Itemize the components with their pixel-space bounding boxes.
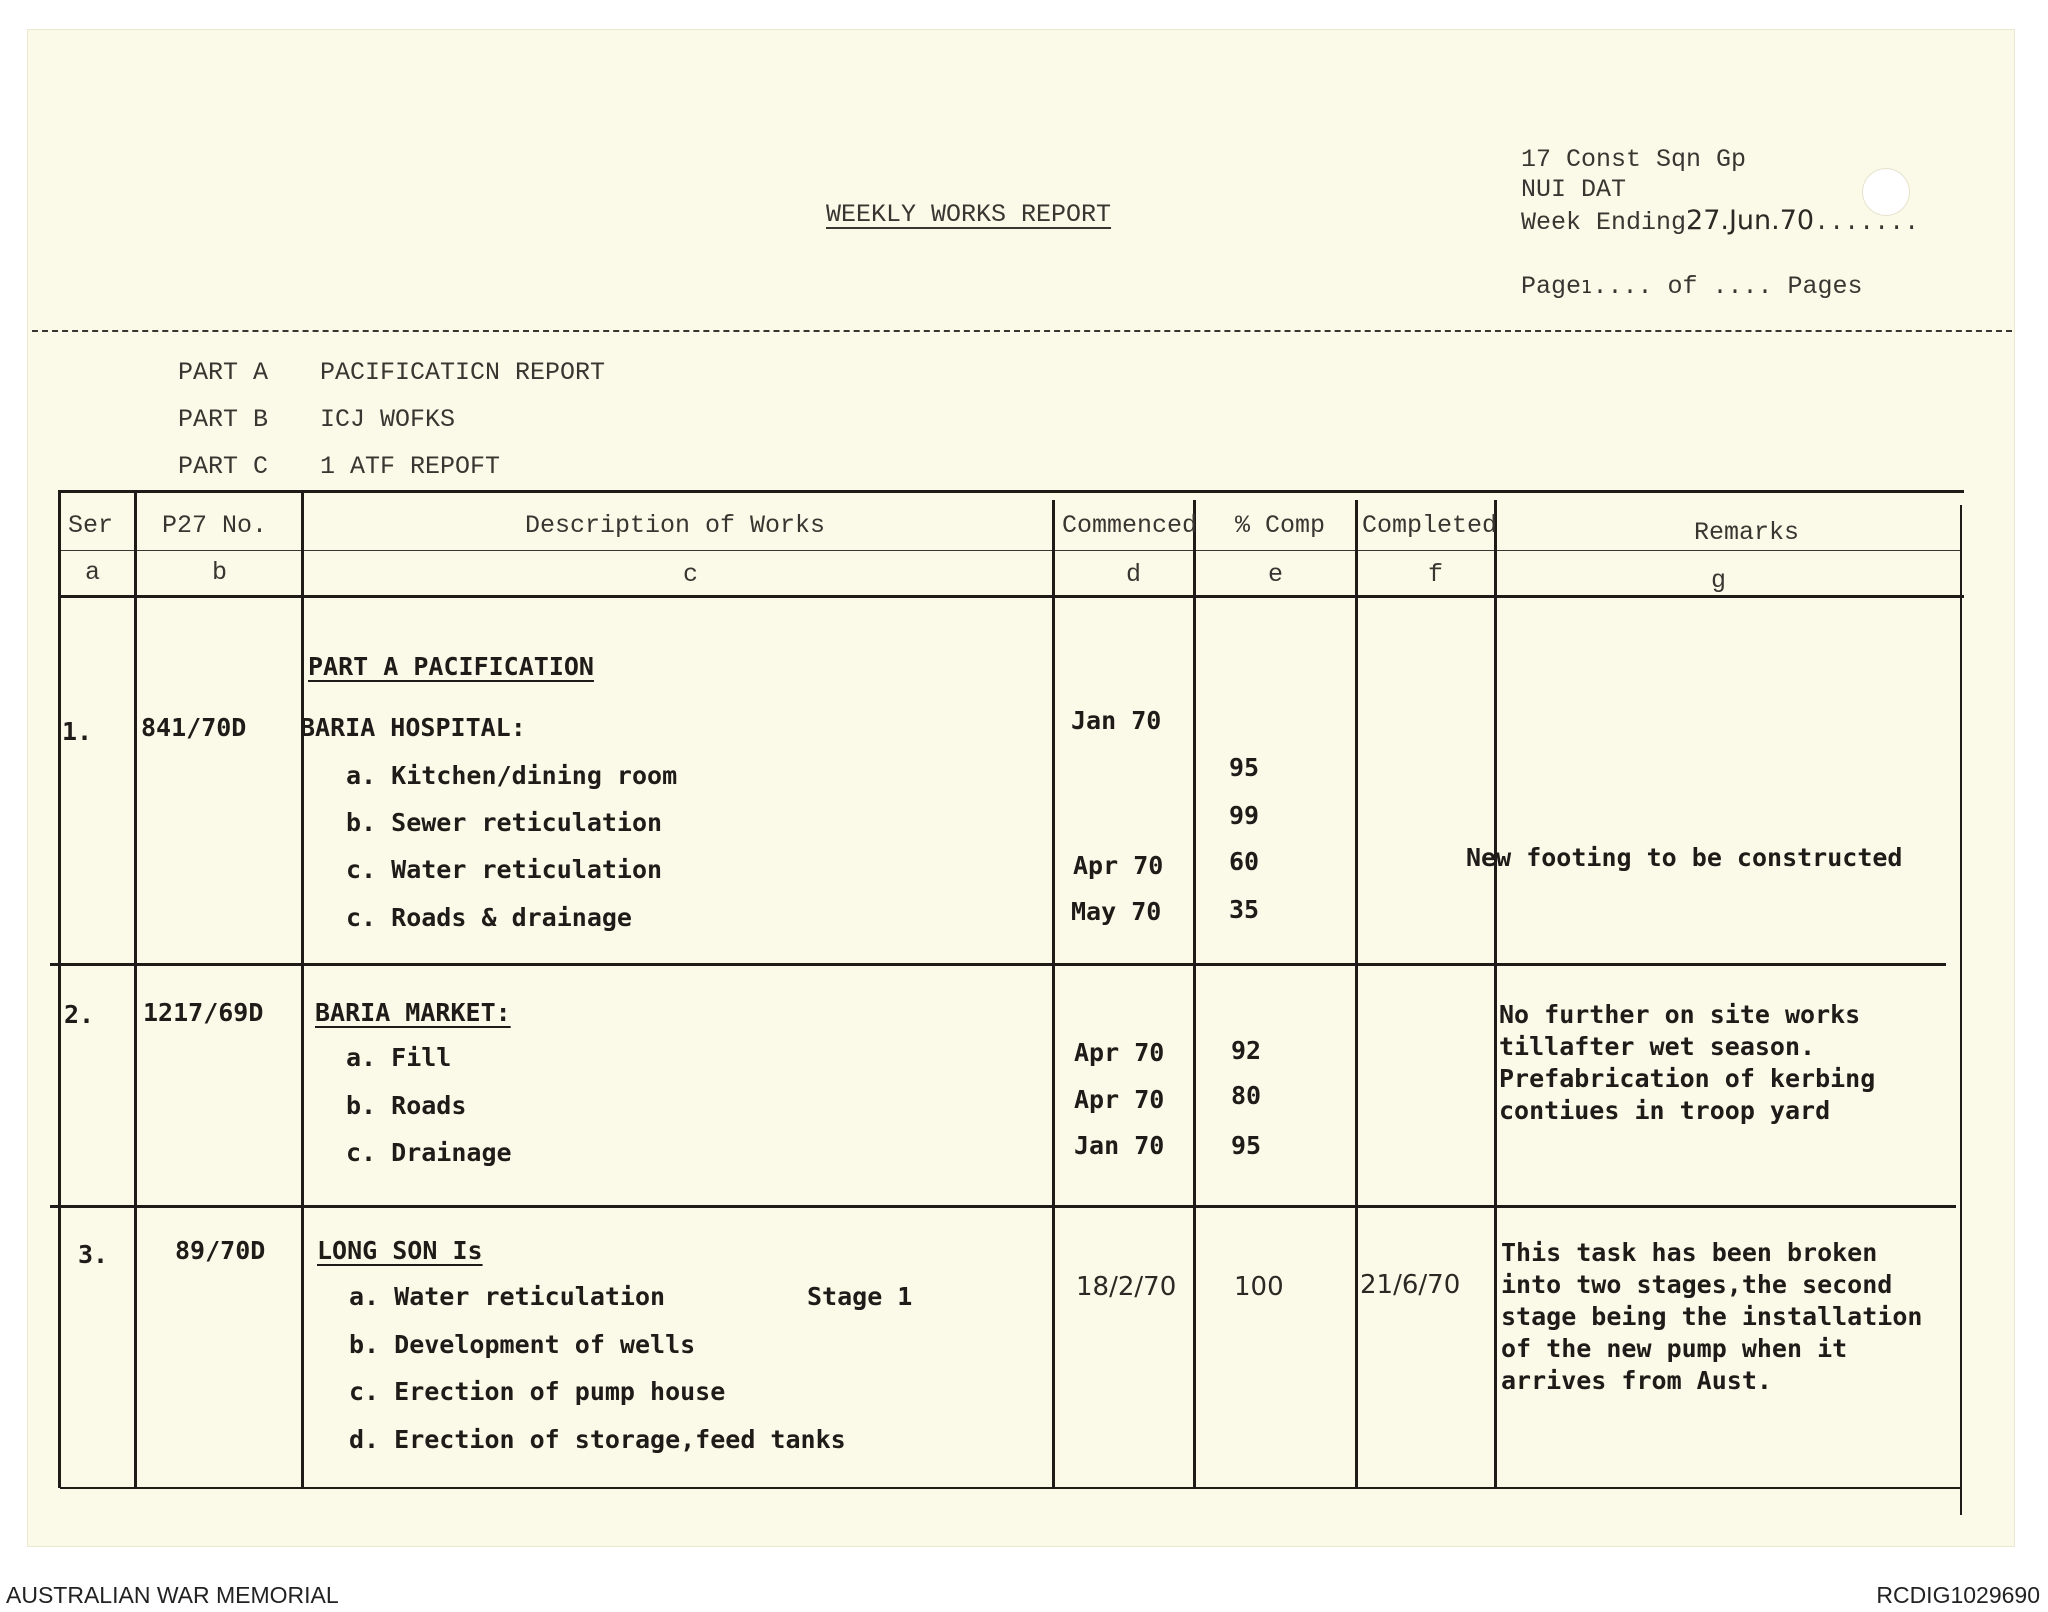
row-1-item-d-commenced: May 70 xyxy=(1071,897,1162,926)
row-2-item-a: a. Fill xyxy=(346,1043,452,1072)
header-bottom-border xyxy=(60,595,1964,598)
row-1-item-b: b. Sewer reticulation xyxy=(346,808,663,837)
footer-archive-name: AUSTRALIAN WAR MEMORIAL xyxy=(6,1582,339,1608)
row-3-remarks-line-5: arrives from Aust. xyxy=(1501,1366,1772,1395)
row-3-item-c: c. Erection of pump house xyxy=(349,1377,726,1406)
col-header-commenced: Commenced xyxy=(1062,511,1198,540)
row-1-item-d-comp: 35 xyxy=(1229,895,1260,924)
location: NUI DAT xyxy=(1521,175,1627,204)
col-header-description: Description of Works xyxy=(525,511,826,540)
row-3-remarks-line-4: of the new pump when it xyxy=(1501,1334,1848,1363)
row-1-item-d: c. Roads & drainage xyxy=(346,903,632,932)
unit-name: 17 Const Sqn Gp xyxy=(1521,145,1747,174)
week-ending-value: 27.Jun.70 xyxy=(1686,205,1815,236)
row-2-remarks-line-1: No further on site works xyxy=(1499,1000,1861,1029)
row-3-remarks-line-3: stage being the installation xyxy=(1501,1302,1923,1331)
footer-record-id: RCDIG1029690 xyxy=(1876,1582,2040,1608)
row-3-item-a-comp: 100 xyxy=(1234,1272,1284,1302)
col-letter-g: g xyxy=(1711,566,1727,595)
row-2-item-b-comp: 80 xyxy=(1231,1081,1262,1110)
row-1-p27: 841/70D xyxy=(141,713,247,742)
header-row-divider xyxy=(60,550,1960,551)
col-letter-e: e xyxy=(1268,560,1284,589)
row-2-remarks-line-4: contiues in troop yard xyxy=(1499,1096,1831,1125)
page-line xyxy=(1521,272,1863,301)
col-border-commenced xyxy=(1193,500,1196,1488)
row-2-remarks-line-3: Prefabrication of kerbing xyxy=(1499,1064,1876,1093)
row-3-remarks-line-1: This task has been broken xyxy=(1501,1238,1878,1267)
row-3-remarks-line-2: into two stages,the second xyxy=(1501,1270,1893,1299)
row-1-item-a: a. Kitchen/dining room xyxy=(346,761,678,790)
col-header-comp: % Comp xyxy=(1235,511,1326,540)
col-letter-c: c xyxy=(683,560,699,589)
col-letter-f: f xyxy=(1428,560,1444,589)
row-3-title: LONG SON Is xyxy=(317,1236,483,1265)
col-border-ser xyxy=(134,490,137,1488)
col-letter-d: d xyxy=(1126,560,1142,589)
row-2-item-a-comp: 92 xyxy=(1231,1036,1262,1065)
row-2-item-c-commenced: Jan 70 xyxy=(1074,1131,1165,1160)
row-1-item-a-comp: 95 xyxy=(1229,753,1260,782)
week-ending-line xyxy=(1521,205,1919,237)
col-header-remarks: Remarks xyxy=(1694,518,1800,547)
table-bottom-border xyxy=(60,1487,1960,1489)
row-1-ser: 1. xyxy=(62,717,93,746)
row-1-item-c-comp: 60 xyxy=(1229,847,1260,876)
row-1-bottom-border xyxy=(50,963,1946,966)
row-2-bottom-border xyxy=(50,1205,1956,1208)
row-3-p27: 89/70D xyxy=(175,1236,266,1265)
row-2-item-a-commenced: Apr 70 xyxy=(1074,1038,1165,1067)
page-label: Page xyxy=(1521,272,1582,301)
part-c-text: 1 ATF REPOFT xyxy=(320,452,501,481)
row-2-item-b: b. Roads xyxy=(346,1091,467,1120)
row-3-item-a-stage: Stage 1 xyxy=(807,1282,913,1311)
row-1-item-c-commenced: Apr 70 xyxy=(1073,851,1164,880)
col-border-right xyxy=(1960,505,1962,1515)
week-ending-label: Week Ending xyxy=(1521,208,1687,237)
col-header-ser: Ser xyxy=(68,511,114,540)
row-2-item-c: c. Drainage xyxy=(346,1138,512,1167)
col-header-completed: Completed xyxy=(1362,511,1498,540)
page-line-rest: .... of .... Pages xyxy=(1592,272,1863,301)
row-2-item-c-comp: 95 xyxy=(1231,1131,1262,1160)
col-border-p27 xyxy=(301,490,304,1488)
col-header-p27: P27 No. xyxy=(162,511,268,540)
row-1-remarks: New footing to be constructed xyxy=(1466,843,1903,872)
row-3-item-a-completed: 21/6/70 xyxy=(1360,1270,1461,1300)
row-3-item-d: d. Erection of storage,feed tanks xyxy=(349,1425,846,1454)
row-3-ser: 3. xyxy=(78,1240,109,1269)
row-3-item-b: b. Development of wells xyxy=(349,1330,696,1359)
page-number: 1 xyxy=(1581,277,1593,298)
part-b-label: PART B xyxy=(178,405,269,434)
col-border-comp xyxy=(1355,500,1358,1488)
part-c-label: PART C xyxy=(178,452,269,481)
part-a-label: PART A xyxy=(178,358,269,387)
col-letter-a: a xyxy=(85,558,101,587)
part-b-text: ICJ WOFKS xyxy=(320,405,456,434)
col-border-left xyxy=(58,490,61,1488)
row-2-p27: 1217/69D xyxy=(143,998,264,1027)
row-1-title: BARIA HOSPITAL: xyxy=(300,713,526,742)
col-border-desc xyxy=(1052,500,1055,1488)
section-heading: PART A PACIFICATION xyxy=(308,652,594,681)
report-title: WEEKLY WORKS REPORT xyxy=(826,200,1112,229)
row-2-ser: 2. xyxy=(64,1000,95,1029)
header-divider xyxy=(32,330,2012,332)
col-border-completed xyxy=(1494,500,1497,1488)
col-letter-b: b xyxy=(212,558,228,587)
row-2-title: BARIA MARKET: xyxy=(315,998,511,1027)
week-ending-dots: ....... xyxy=(1814,208,1920,237)
row-1-item-b-comp: 99 xyxy=(1229,801,1260,830)
row-3-item-a: a. Water reticulation xyxy=(349,1282,666,1311)
row-3-item-a-commenced: 18/2/70 xyxy=(1076,1272,1177,1302)
row-2-remarks-line-2: tillafter wet season. xyxy=(1499,1032,1816,1061)
part-a-text: PACIFICATICN REPORT xyxy=(320,358,606,387)
table-top-border xyxy=(58,490,1964,493)
row-2-item-b-commenced: Apr 70 xyxy=(1074,1085,1165,1114)
row-1-commenced: Jan 70 xyxy=(1071,706,1162,735)
row-1-item-c: c. Water reticulation xyxy=(346,855,663,884)
